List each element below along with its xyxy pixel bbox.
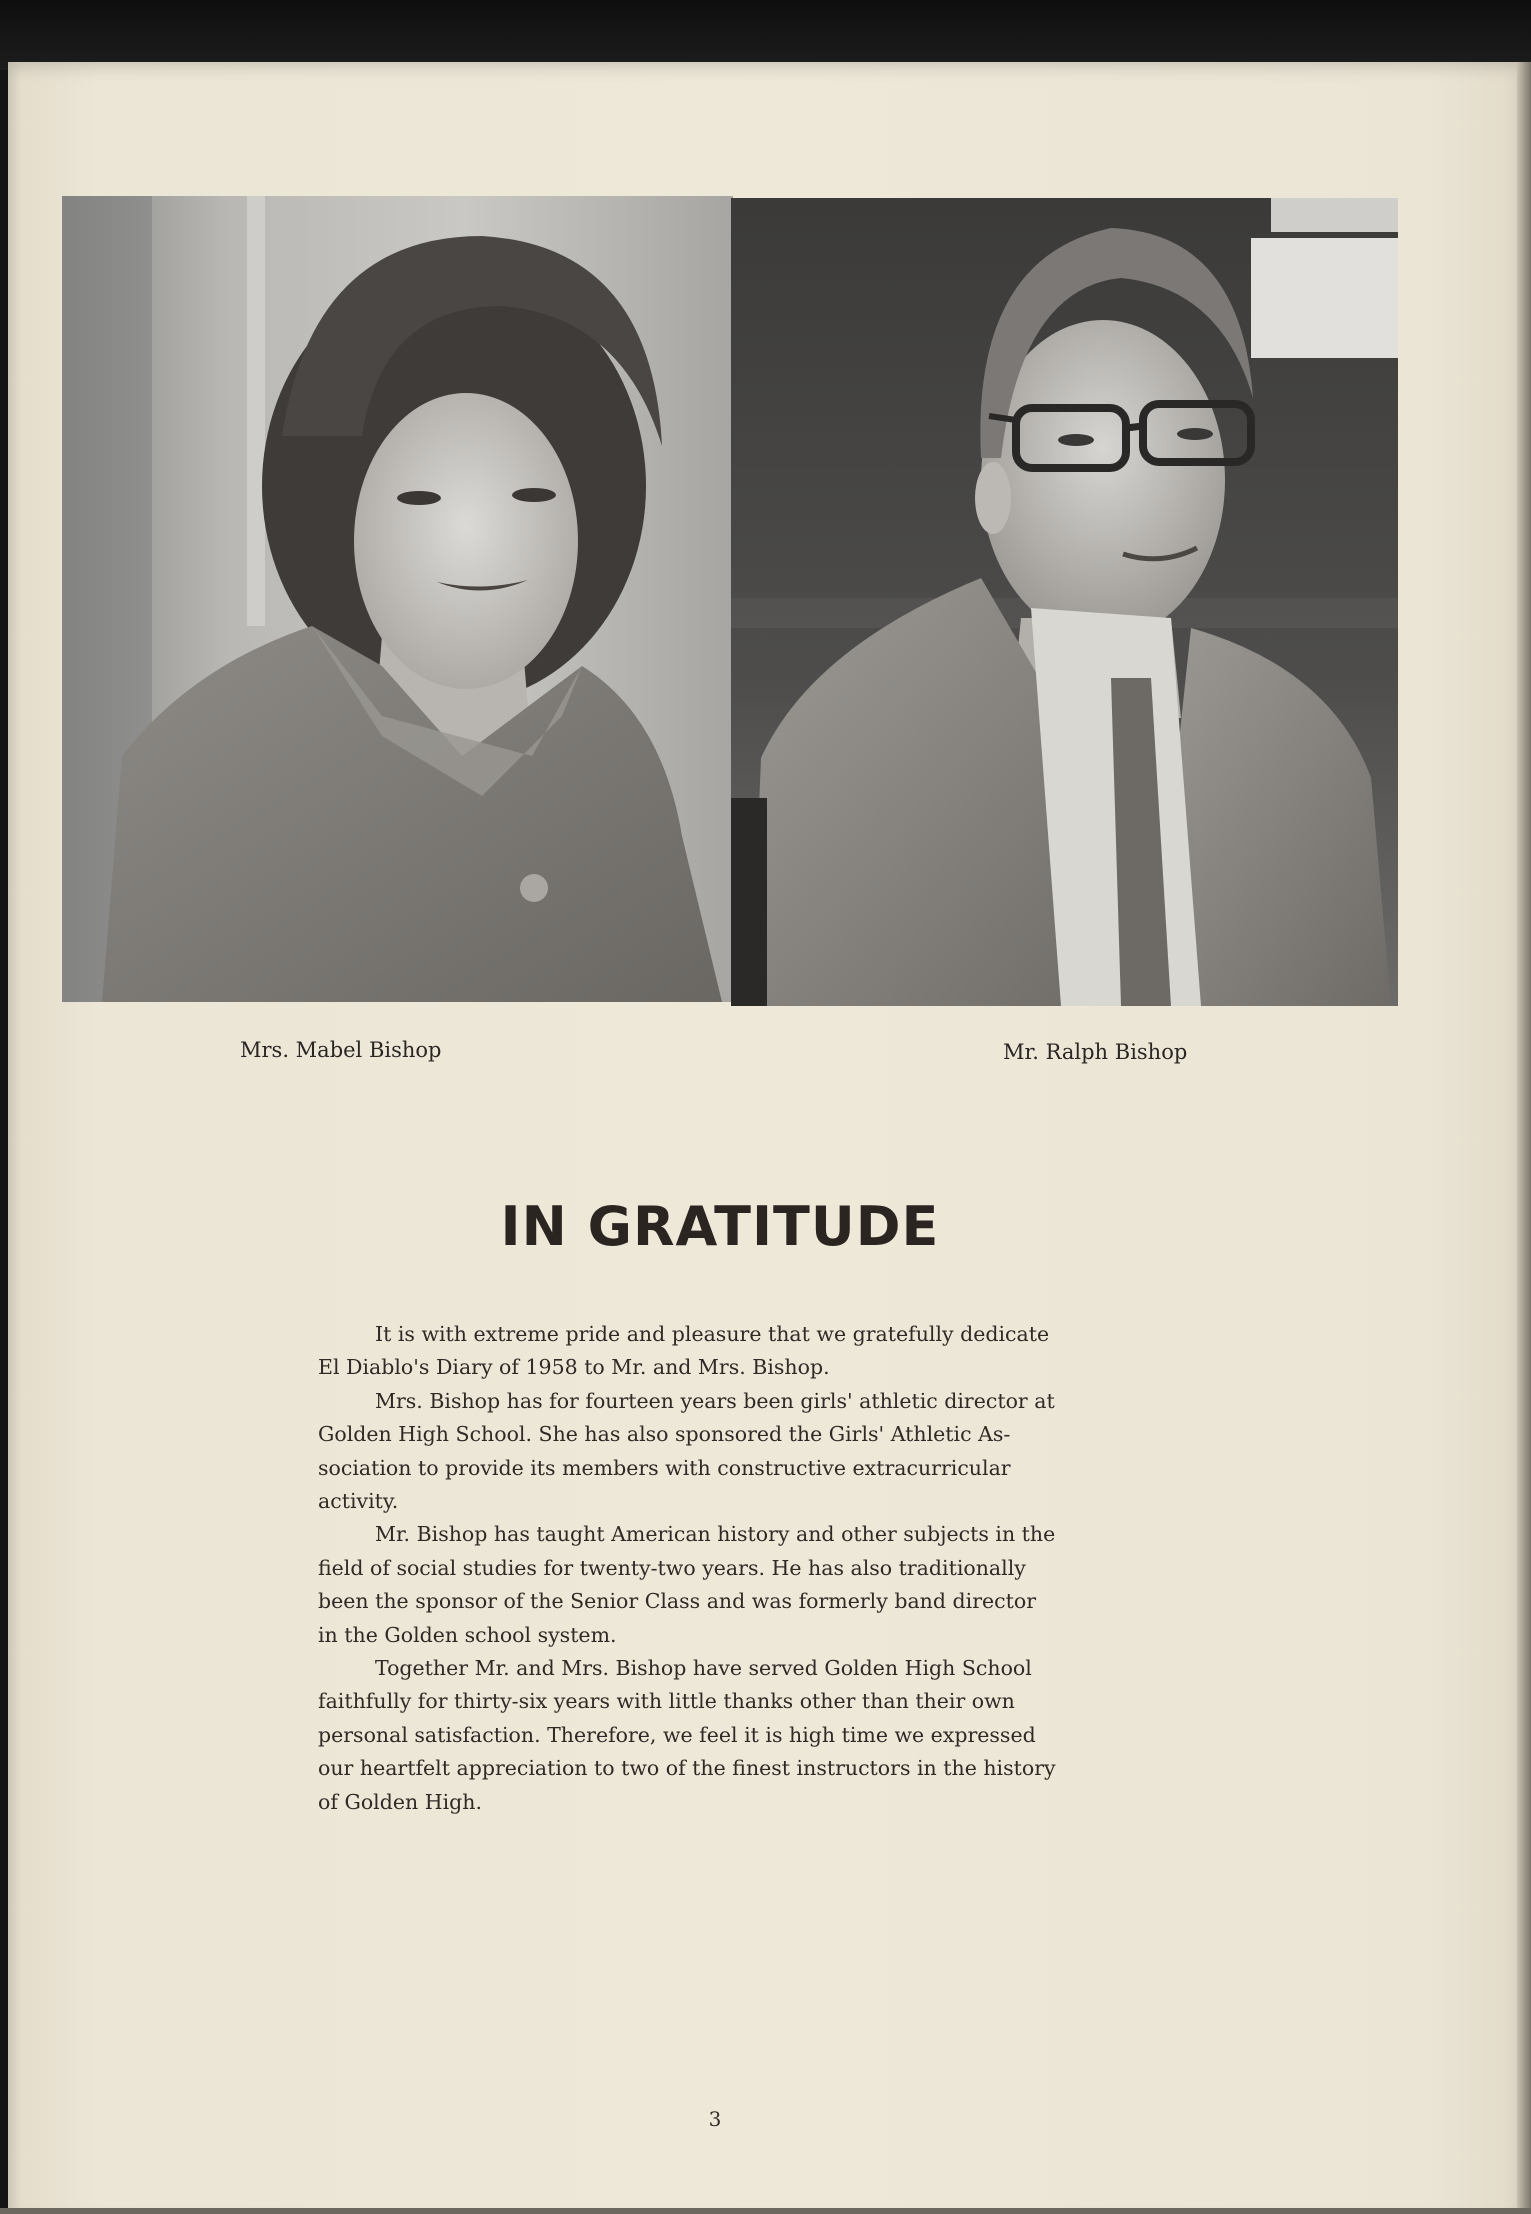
page-number: 3 — [708, 2107, 722, 2131]
caption-mr-bishop: Mr. Ralph Bishop — [1003, 1040, 1188, 1064]
paragraph: Mrs. Bishop has for fourteen years been girls' athletic director at Golden High School. She has also sponsored the Girls' Athletic As- sociation to provide its members with constructive extracurricular activity. — [318, 1388, 1055, 1514]
scan-top-shadow — [0, 0, 1531, 70]
page-right-edge — [1517, 62, 1531, 2214]
page-bottom-edge — [0, 2208, 1531, 2214]
dedication-text — [318, 1318, 1118, 1819]
paragraph: It is with extreme pride and pleasure that we gratefully dedicate El Diablo's Diary of 1958 to Mr. and Mrs. Bishop. — [318, 1322, 1050, 1380]
page-title: IN GRATITUDE — [500, 1195, 940, 1258]
caption-mrs-bishop: Mrs. Mabel Bishop — [240, 1038, 442, 1062]
photo-mr-bishop — [731, 198, 1398, 1006]
paragraph: Together Mr. and Mrs. Bishop have served Golden High School faithfully for thirty-six years with little thanks other than their own personal satisfaction. Therefore, we feel it is high time we expressed our heartfelt appreciation to two of the finest instructors in the history of Golden High. — [318, 1656, 1056, 1814]
photo-mrs-bishop — [62, 196, 733, 1002]
paragraph: Mr. Bishop has taught American history and other subjects in the field of social studies for twenty-two years. He has also traditionally been the sponsor of the Senior Class and was formerly band director in the Golden school system. — [318, 1522, 1056, 1647]
